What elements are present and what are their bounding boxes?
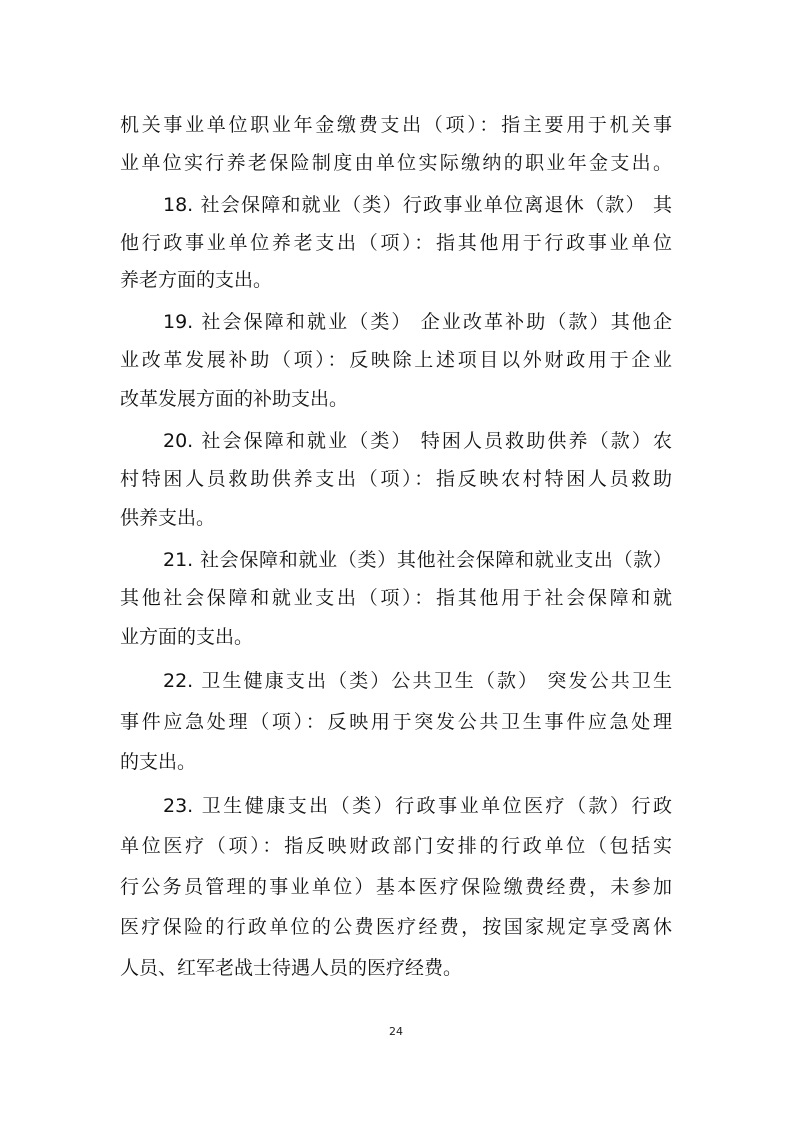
paragraph-line: 业单位实行养老保险制度由单位实际缴纳的职业年金支出。: [120, 152, 672, 174]
paragraph-line: 19. 社会保障和就业（类） 企业改革补助（款）其他企: [163, 311, 672, 333]
paragraph-line: 养老方面的支出。: [120, 269, 273, 291]
paragraph-line: 他行政事业单位养老支出（项）：指其他用于行政事业单位: [120, 232, 672, 254]
paragraph-line: 23. 卫生健康支出（类）行政事业单位医疗（款）行政: [163, 795, 672, 817]
paragraph-line: 业改革发展补助（项）：反映除上述项目以外财政用于企业: [120, 349, 672, 371]
paragraph-line: 人员、红军老战士待遇人员的医疗经费。: [120, 957, 463, 979]
paragraph-line: 医疗保险的行政单位的公费医疗经费，按国家规定享受离休: [120, 916, 672, 938]
paragraph-line: 20. 社会保障和就业（类） 特困人员救助供养（款）农: [163, 430, 672, 452]
paragraph-line: 单位医疗（项）：指反映财政部门安排的行政单位（包括实: [120, 835, 672, 857]
paragraph-line: 21. 社会保障和就业（类）其他社会保障和就业支出（款）: [163, 549, 672, 571]
paragraph-line: 行公务员管理的事业单位）基本医疗保险缴费经费，未参加: [120, 876, 672, 898]
paragraph-line: 22. 卫生健康支出（类）公共卫生（款） 突发公共卫生: [163, 670, 672, 692]
paragraph-line: 供养支出。: [120, 507, 216, 529]
paragraph-line: 18. 社会保障和就业（类）行政事业单位离退休（款） 其: [163, 194, 672, 216]
paragraph-line: 改革发展方面的补助支出。: [120, 388, 349, 410]
paragraph-line: 机关事业单位职业年金缴费支出（项）：指主要用于机关事: [120, 114, 672, 136]
paragraph-line: 村特困人员救助供养支出（项）：指反映农村特困人员救助: [120, 468, 672, 490]
paragraph-line: 业方面的支出。: [120, 626, 254, 648]
paragraph-line: 其他社会保障和就业支出（项）：指其他用于社会保障和就: [120, 587, 672, 609]
page-number: 24: [389, 1025, 403, 1038]
paragraph-line: 事件应急处理（项）：反映用于突发公共卫生事件应急处理: [120, 711, 672, 733]
paragraph-line: 的支出。: [120, 751, 197, 773]
